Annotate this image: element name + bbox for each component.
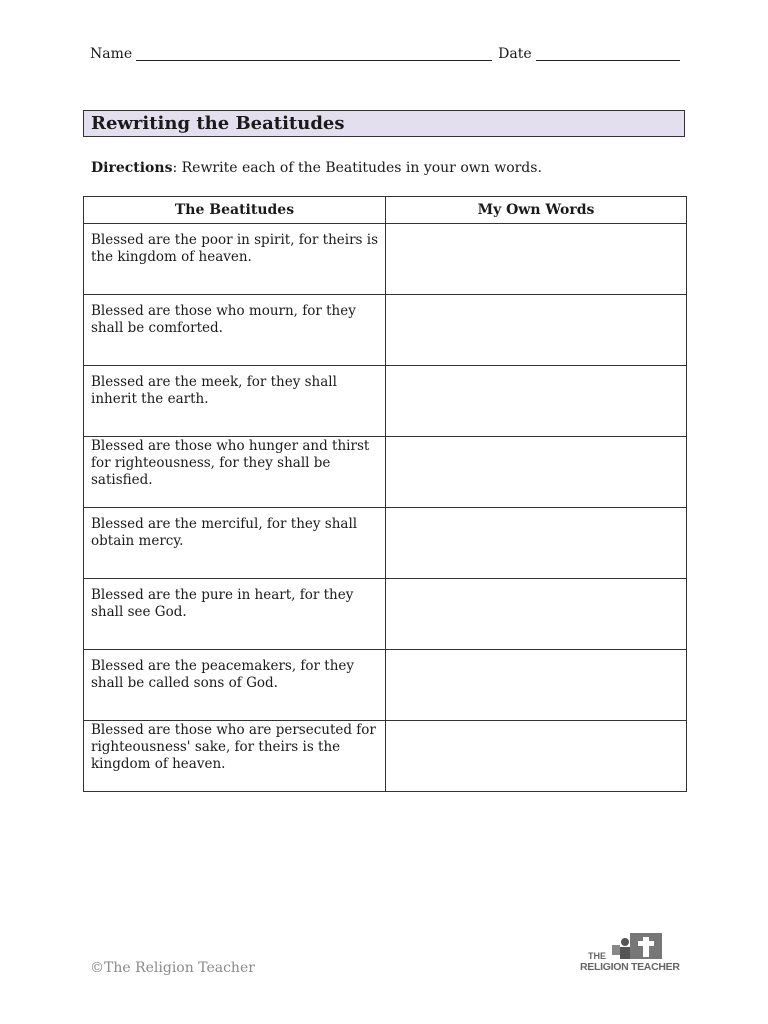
beatitude-text: Blessed are the poor in spirit, for theirs is the kingdom of heaven. (91, 232, 379, 265)
beatitude-cell (84, 721, 386, 792)
own-words-cell[interactable] (386, 650, 687, 721)
beatitude-cell (84, 366, 386, 437)
beatitude-cell (84, 508, 386, 579)
own-words-cell[interactable] (386, 295, 687, 366)
beatitude-cell (84, 579, 386, 650)
name-field[interactable] (136, 46, 492, 61)
header-own-words: My Own Words (386, 197, 687, 224)
beatitude-text: Blessed are those who hunger and thirst for righteousness, for they shall be satisfied. (91, 438, 370, 488)
beatitude-text: Blessed are those who mourn, for they shall be comforted. (91, 303, 356, 336)
beatitudes-table (83, 196, 687, 792)
beatitude-cell (84, 437, 386, 508)
beatitude-text: Blessed are those who are persecuted for righteousness' sake, for theirs is the kingdom of heaven. (91, 722, 376, 772)
beatitude-text: Blessed are the meek, for they shall inherit the earth. (91, 374, 337, 407)
beatitude-cell (84, 295, 386, 366)
logo-cross-icon (610, 932, 662, 960)
copyright: ©The Religion Teacher (90, 960, 255, 976)
logo-the: THE (588, 951, 606, 961)
table-header-row (84, 197, 687, 224)
own-words-cell[interactable] (386, 579, 687, 650)
page-title: Rewriting the Beatitudes (91, 113, 345, 134)
own-words-cell[interactable] (386, 437, 687, 508)
own-words-cell[interactable] (386, 721, 687, 792)
header-beatitudes: The Beatitudes (84, 197, 386, 224)
table-row (84, 650, 687, 721)
directions-text: : Rewrite each of the Beatitudes in your own words. (172, 160, 542, 176)
table-row (84, 579, 687, 650)
date-label: Date (498, 46, 532, 62)
beatitude-cell (84, 650, 386, 721)
name-label: Name (90, 46, 133, 62)
date-field[interactable] (536, 46, 680, 61)
title-box (83, 110, 685, 137)
table-row (84, 295, 687, 366)
table-row (84, 366, 687, 437)
table-row (84, 508, 687, 579)
beatitude-text: Blessed are the merciful, for they shall obtain mercy. (91, 516, 358, 549)
name-date-line (90, 46, 680, 62)
beatitude-text: Blessed are the peacemakers, for they shall be called sons of God. (91, 658, 355, 691)
religion-teacher-logo (580, 932, 684, 976)
beatitude-cell (84, 224, 386, 295)
logo-name: RELIGION TEACHER (580, 961, 680, 973)
table-row (84, 437, 687, 508)
directions (91, 160, 542, 176)
table-row (84, 224, 687, 295)
own-words-cell[interactable] (386, 224, 687, 295)
table-row (84, 721, 687, 792)
directions-label: Directions (91, 160, 173, 176)
own-words-cell[interactable] (386, 366, 687, 437)
own-words-cell[interactable] (386, 508, 687, 579)
beatitude-text: Blessed are the pure in heart, for they shall see God. (91, 587, 354, 620)
